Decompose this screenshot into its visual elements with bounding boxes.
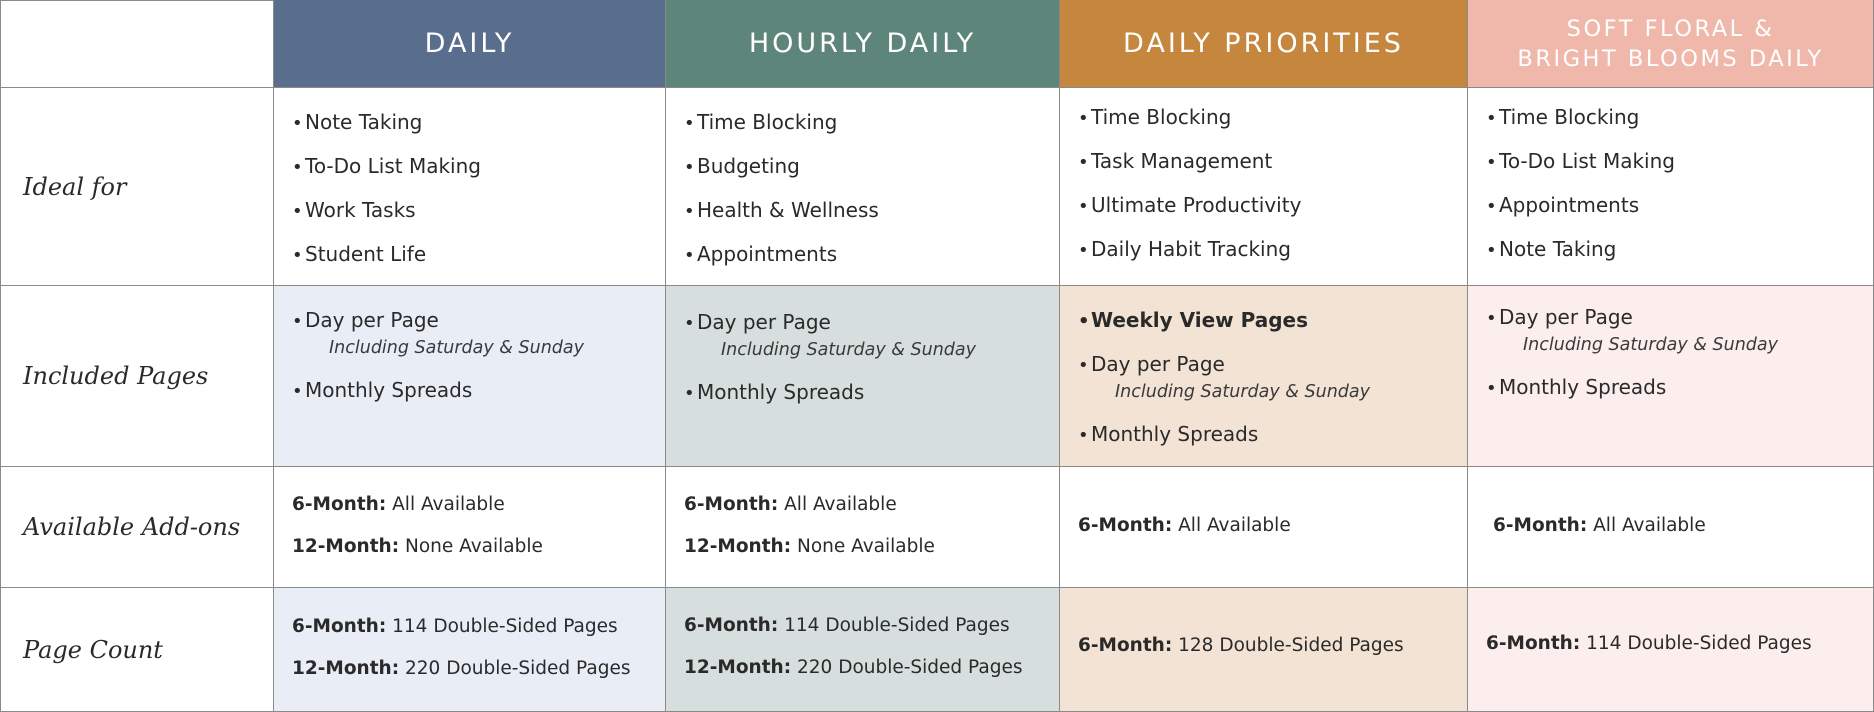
term-value: None Available — [791, 536, 935, 557]
term-label: 12-Month: — [684, 536, 792, 557]
feature-list — [1486, 105, 1675, 263]
list-item-subtext: Including Saturday & Sunday — [1523, 335, 1778, 355]
included-pages-daily-priorities — [1060, 286, 1468, 467]
row-label-text: Available Add-ons — [23, 513, 241, 541]
list-item: • Health & Wellness — [684, 198, 879, 222]
term-value: 114 Double-Sided Pages — [1580, 633, 1812, 654]
list-item: • To-Do List Making — [1486, 149, 1675, 173]
term-label: 6-Month: — [1493, 515, 1588, 536]
list-item: • Task Management — [1078, 149, 1273, 173]
list-item: • Budgeting — [684, 154, 800, 178]
list-item-text: Time Blocking — [1499, 105, 1640, 129]
list-item: • Appointments — [684, 242, 838, 266]
list-item: • Monthly Spreads — [292, 378, 473, 402]
page-count-line — [292, 616, 618, 638]
column-title-line-2: BRIGHT BLOOMS DAILY — [1517, 45, 1824, 72]
column-header-daily-priorities — [1060, 0, 1468, 88]
column-title: DAILY — [424, 27, 515, 59]
column-title: HOURLY DAILY — [748, 27, 977, 59]
page-count-line — [684, 657, 1022, 679]
list-item: • To-Do List Making — [292, 154, 481, 178]
page-count-daily-priorities — [1060, 588, 1468, 712]
feature-list — [684, 310, 976, 406]
term-label: 12-Month: — [292, 658, 400, 679]
term-value: 114 Double-Sided Pages — [386, 616, 618, 637]
list-item-text: Monthly Spreads — [1499, 375, 1667, 399]
term-value: All Available — [778, 494, 897, 515]
list-item: •Weekly View Pages — [1078, 308, 1309, 332]
included-pages-hourly-daily — [666, 286, 1060, 467]
list-item: • Ultimate Productivity — [1078, 193, 1302, 217]
list-item: • Appointments — [1486, 193, 1640, 217]
list-item: • Monthly Spreads — [1486, 375, 1667, 399]
feature-list — [292, 308, 584, 404]
column-header-hourly-daily — [666, 0, 1060, 88]
ideal-for-floral — [1468, 88, 1874, 286]
term-value: All Available — [1172, 515, 1291, 536]
list-item: • Student Life — [292, 242, 427, 266]
included-pages-daily — [274, 286, 666, 467]
list-item-text: Budgeting — [697, 154, 800, 178]
row-label-page-count — [0, 588, 274, 712]
column-header-floral — [1468, 0, 1874, 88]
column-title: DAILY PRIORITIES — [1123, 27, 1404, 59]
term-value: 220 Double-Sided Pages — [791, 657, 1023, 678]
list-item: • Time Blocking — [684, 110, 838, 134]
list-item-text: Health & Wellness — [697, 198, 879, 222]
page-count-daily — [274, 588, 666, 712]
add-ons-hourly-daily — [666, 467, 1060, 588]
corner-cell — [0, 0, 274, 88]
page-count-line — [292, 658, 630, 680]
row-label-included-pages — [0, 286, 274, 467]
list-item-text: Day per Page — [697, 310, 831, 334]
list-item: • Monthly Spreads — [684, 380, 865, 404]
add-on-line — [1493, 515, 1706, 537]
add-on-line — [1078, 515, 1291, 537]
list-item-text: Note Taking — [305, 110, 423, 134]
term-label: 6-Month: — [292, 616, 387, 637]
row-label-text: Included Pages — [23, 362, 209, 390]
list-item-text: Student Life — [305, 242, 427, 266]
list-item-text: To-Do List Making — [305, 154, 481, 178]
term-value: 128 Double-Sided Pages — [1172, 635, 1404, 656]
feature-list — [292, 110, 481, 268]
add-on-line — [292, 494, 505, 516]
included-pages-floral — [1468, 286, 1874, 467]
list-item-text: Note Taking — [1499, 237, 1617, 261]
list-item: • Note Taking — [292, 110, 423, 134]
term-value: None Available — [399, 536, 543, 557]
page-count-line — [684, 615, 1010, 637]
row-label-text: Ideal for — [23, 172, 127, 201]
column-title-line-1: SOFT FLORAL & — [1566, 15, 1775, 42]
page-count-line — [1078, 635, 1404, 657]
list-item-text: Appointments — [697, 242, 838, 266]
term-value: All Available — [386, 494, 505, 515]
list-item: • Time Blocking — [1486, 105, 1640, 129]
list-item-text: Time Blocking — [697, 110, 838, 134]
term-label: 6-Month: — [684, 615, 779, 636]
row-label-add-ons — [0, 467, 274, 588]
list-item-text: Time Blocking — [1091, 105, 1232, 129]
list-item-text: To-Do List Making — [1499, 149, 1675, 173]
term-label: 6-Month: — [1078, 515, 1173, 536]
page-count-floral — [1468, 588, 1874, 712]
ideal-for-hourly-daily — [666, 88, 1060, 286]
row-label-ideal-for — [0, 88, 274, 286]
feature-list — [1486, 305, 1778, 401]
list-item-text: Monthly Spreads — [697, 380, 865, 404]
list-item: • Day per Page Including Saturday & Sunday — [684, 310, 976, 360]
term-label: 6-Month: — [292, 494, 387, 515]
list-item: • Note Taking — [1486, 237, 1617, 261]
add-on-line — [292, 536, 543, 558]
list-item-text: Weekly View Pages — [1091, 308, 1309, 332]
list-item-subtext: Including Saturday & Sunday — [329, 338, 584, 358]
column-title — [1517, 14, 1823, 74]
add-on-line — [684, 494, 897, 516]
list-item-text: Day per Page — [305, 308, 439, 332]
add-ons-daily-priorities — [1060, 467, 1468, 588]
list-item-text: Day per Page — [1499, 305, 1633, 329]
list-item-text: Work Tasks — [305, 198, 416, 222]
feature-list — [1078, 308, 1370, 448]
term-value: 220 Double-Sided Pages — [399, 658, 631, 679]
list-item-subtext: Including Saturday & Sunday — [1115, 382, 1370, 402]
row-label-text: Page Count — [23, 635, 163, 664]
list-item-subtext: Including Saturday & Sunday — [721, 340, 976, 360]
list-item: • Day per Page Including Saturday & Sunday — [1486, 305, 1778, 355]
term-label: 6-Month: — [1486, 633, 1581, 654]
list-item-text: Task Management — [1091, 149, 1273, 173]
term-label: 12-Month: — [292, 536, 400, 557]
feature-list — [684, 110, 879, 268]
term-label: 6-Month: — [1078, 635, 1173, 656]
ideal-for-daily-priorities — [1060, 88, 1468, 286]
list-item-text: Ultimate Productivity — [1091, 193, 1302, 217]
list-item: • Daily Habit Tracking — [1078, 237, 1291, 261]
term-label: 6-Month: — [684, 494, 779, 515]
add-ons-floral — [1468, 467, 1874, 588]
list-item-text: Day per Page — [1091, 352, 1225, 376]
list-item-text: Appointments — [1499, 193, 1640, 217]
list-item-text: Daily Habit Tracking — [1091, 237, 1291, 261]
list-item: • Time Blocking — [1078, 105, 1232, 129]
page-count-line — [1486, 633, 1812, 655]
list-item-text: Monthly Spreads — [1091, 422, 1259, 446]
list-item-text: Monthly Spreads — [305, 378, 473, 402]
add-on-line — [684, 536, 935, 558]
list-item: • Monthly Spreads — [1078, 422, 1259, 446]
add-ons-daily — [274, 467, 666, 588]
term-value: 114 Double-Sided Pages — [778, 615, 1010, 636]
ideal-for-daily — [274, 88, 666, 286]
list-item: • Day per Page Including Saturday & Sunday — [292, 308, 584, 358]
column-header-daily — [274, 0, 666, 88]
list-item: • Day per Page Including Saturday & Sunday — [1078, 352, 1370, 402]
term-value: All Available — [1587, 515, 1706, 536]
page-count-hourly-daily — [666, 588, 1060, 712]
list-item: • Work Tasks — [292, 198, 416, 222]
feature-list — [1078, 105, 1301, 263]
term-label: 12-Month: — [684, 657, 792, 678]
